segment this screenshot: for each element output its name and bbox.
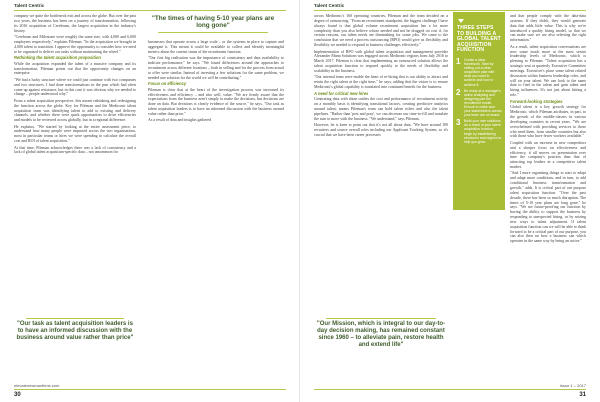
section-heading: A need for critical new hires bbox=[314, 90, 369, 96]
right-page bbox=[300, 0, 600, 402]
body-paragraph: As a result of data and insights gathered bbox=[148, 117, 212, 123]
step-text: Build your own solutions. As a result of your talent acquisition function, begin by establishing structures and regions to help you grow. bbox=[464, 119, 502, 144]
sidebar-step bbox=[453, 56, 505, 87]
body-paragraph: Implementation of RPO with global talent acquisition and management provider Alexander Mann Solutions was engaged across Medtronic regions from July 2016 to March 2017. Pileman is clear that implementing an outsourced solution allows the talent acquisition function to respond quickly to the needs of flexibility and scalability in the business. bbox=[314, 48, 448, 73]
body-paragraph: At that time, Pileman acknowledges there was a lack of consistency and a lack of global talent acquisition-specific data – not uncommon for bbox=[14, 144, 136, 155]
three-steps-sidebar bbox=[453, 12, 505, 210]
body-paragraph: However, he is keen to point out that it's not all about data. "We have around 100 recruiters and source overall roles including our Applicant Tracking System, so it's crucial that we have been career processes bbox=[314, 122, 448, 137]
body-paragraph: company we quite the bottleneck exit and across the globe. But over the past two years, the business has been on a journey of transformation, following its 2016 acquisition of Cerebrum, the largest acquisition in the industry's history. bbox=[14, 13, 136, 33]
pull-quote-mission-text: "Our Mission, which is integral to our day-to-day decision making, has remained constant since 1960 – to alleviate pain, restore health and extend life" bbox=[316, 321, 446, 348]
body-paragraph: "Our first big realisation was the importance of consistency and data availability to indicate performance," he says. "We found differences around the approaches to recruitment across different locations – both in selling and for the process from actual to offer were similar. Instead of investing a few solutions for the same problem, we needed one solution for the world we will be contributing." bbox=[148, 55, 284, 80]
pull-quote-mission bbox=[314, 318, 448, 351]
header-rule bbox=[314, 10, 586, 11]
page-number-right: 31 bbox=[579, 392, 586, 398]
body-paragraph: "Our internal team were enable the heart of re-hiring that is our ability to attract and retain the right talent at the right time," he says, adding that the vision is to ensure Medtronic's global capability is translated into continued benefit for the business. bbox=[314, 74, 448, 89]
section-heading: Rethinking the talent acquisition proposition bbox=[14, 55, 101, 61]
step-text: Create a clear framework. Start by setting out a clear acquisition plan with what you want to achieve and how to achieve it. bbox=[464, 57, 495, 87]
sidebar-step bbox=[453, 117, 505, 144]
pull-quote-top-text: "The times of having 5-10 year plans are long gone" bbox=[151, 15, 275, 30]
body-paragraph: "Cerebrum and Milestone were roughly the same size, with 4,000 and 6,000 employees respectively," explains Pileman. "In the acquisition we brought in 4,000 talent to transition. I approve the opportunity to consider how we need to be organised to deliver our tasks without maintaining the wheel." bbox=[14, 33, 136, 54]
step-number: 2 bbox=[456, 87, 461, 97]
issue-label: Issue 1 – 2017 bbox=[559, 383, 586, 388]
body-paragraph: While the acquisition expanded the talent of a massive company and its transformation, Pileman points out that the opportunity changes on an enterprise. bbox=[14, 60, 136, 76]
footer-rule bbox=[14, 389, 286, 390]
step-number: 3 bbox=[456, 118, 461, 128]
right-column-1 bbox=[314, 14, 448, 139]
header-rule bbox=[14, 10, 286, 11]
body-paragraph: Generating data with shine outlets the cost and performance of recruitment activity on a monthly basis is identifying transitional factors, creating predictive analytics around talent, means Pileman's team can hold talent richer and also the talent pipelines. "Rather than 'post and pray', we can decrease our time-to-fill and translate the turn to more with the business. "We understand," says Pileman. bbox=[314, 96, 448, 121]
footer-rule bbox=[314, 389, 586, 390]
body-paragraph: Coupled with an increase in new competitors and a sharper focus on effectiveness and efficiency, it all moves on presentation over time the company's position than that of attracting top leaders in a competitive talent market. bbox=[510, 139, 586, 170]
step-text: Be ready at a manager's active analysing and designing part the recruitment model. Ensure to make sure your stakeholders across your team are on board. bbox=[464, 88, 502, 118]
body-paragraph: Pileman is clear that at the heart of the investigation process was increased its effectiveness and efficiency – and also well, value. "We are firmly aware that the expectations from the business aren't simply to make the decisions, but decisions are done on data. But decisions is clearly evidence of the source," he says. "Our task as talent acquisition leaders is to have an informed discussion with the business around value rather than price." bbox=[148, 86, 284, 116]
pull-quote-rule bbox=[158, 32, 268, 33]
running-header-left: Talent Centric bbox=[14, 3, 45, 8]
pull-quote-top bbox=[146, 13, 280, 33]
sidebar-steps bbox=[453, 56, 505, 144]
page-number-left: 30 bbox=[14, 392, 21, 398]
body-paragraph: He explains: "We started by looking at the entire assessment piece, to understand how many people were impacted across the two organisations, most in particular teams or hires we were spending to calculate the overall cost and ROI of talent acquisition." bbox=[14, 123, 136, 144]
body-paragraph: "We had a lucky structure where we could just continue with two companies and two structures. I had done transformations in the past which had often come up against resistance, but in this case it was obvious why we needed to change – people understood why." bbox=[14, 76, 136, 97]
sidebar-title: THREE STEPS TO BUILDING A GLOBAL TALENT ACQUISITION FUNCTION bbox=[457, 25, 501, 54]
arrow-down-icon bbox=[458, 19, 464, 23]
body-paragraph: businesses that operate across a large scale – or the systems in place to capture and aggregate it. This meant it could be available to collect and identify meaningful metrics about the current status of the recruitment function. bbox=[148, 39, 284, 54]
section-heading: Forward-looking strategies bbox=[510, 98, 563, 104]
body-paragraph: From a talent acquisition perspective, this meant rethinking and redesigning the function across the globe. Key for Pileman and the Medtronic talent acquisition team was identifying talent to add to existing and delivery channels, and whether there were quick opportunities to drive efficiencies and models to be reviewed across globally, but in a regional difference. bbox=[14, 97, 136, 123]
section-heading: Focus on efficiency bbox=[148, 81, 187, 87]
pull-quote-bottom bbox=[14, 318, 136, 344]
body-paragraph: and that people comply with the data-data systems. If they didn't, they would generate data that adds little value. This is why we're introduced a quality hiring model, so that we can make sure we are also selecting the right information." bbox=[510, 13, 586, 43]
body-paragraph: across Medtronic's 160 operating countries, Pileman and the team decided on a degree of outsourcing. "From an recruitment standpoint, the biggest challenge I have always found is that global volume recruitment acquisition has a lot more complexity than you also believe whose needed and not be dragged on cost if, for certain reasons, our talent needs are diminishing for some jobs. We came to the conclusion that we need a process outsourcing (RPO) would give us flexibility and flexibility we needed to respond to business challenges effectively." bbox=[314, 13, 448, 48]
body-paragraph: "And I more organising things to start to adapt and adapt more conditions, and in turn, to add conditional business transformation and growth," adds. It is critical part of our purpose talent acquisition function. "Over the past decade, there has been so much disruption. The times of 5-10 year plans are long gone," he says. "We are future-proofing our function by having the ability to support the business by responding to unexpected hiring, or by seizing new ways to talent adjustment. If talent acquisition function can we will be able to think forward to be a critical part of our purpose, you can also then on how a business can which operates in the same way by being an active." bbox=[510, 170, 586, 244]
running-header-right: Talent Centric bbox=[314, 3, 345, 8]
pull-quote-bottom-text: "Our task as talent acquisition leaders is to have an informed discussion with the business around value rather than price" bbox=[16, 321, 134, 341]
right-column-2 bbox=[510, 14, 586, 246]
body-paragraph: As a result, talent acquisition conversations are now some much more at the most senior leadership levels of Medtronic, which is pleasing to Pileman. "Talent acquisition has a strategic seat at quarterly Executive Committee meetings. Executive's place some talent related discussion within business leadership roles, and will on your talent. We can look to the same data to find in the talent and gain talent and hiring influences. It's not just about hitting a role." bbox=[510, 43, 586, 98]
sidebar-step bbox=[453, 87, 505, 118]
step-number: 1 bbox=[456, 56, 461, 66]
body-paragraph: Global talent is a key growth strategy for Medtronic, which Pileman attributes, in part, to the growth of the middle-classes in various developing countries in recent years. "We are overwhelmed with providing services to those who need them, from smaller countries but also with those who have fewer workers available." bbox=[510, 104, 586, 139]
left-column-1 bbox=[14, 14, 136, 157]
footer-url[interactable]: elevatenewmanfirms.com bbox=[14, 383, 60, 388]
left-column-2 bbox=[148, 40, 284, 125]
